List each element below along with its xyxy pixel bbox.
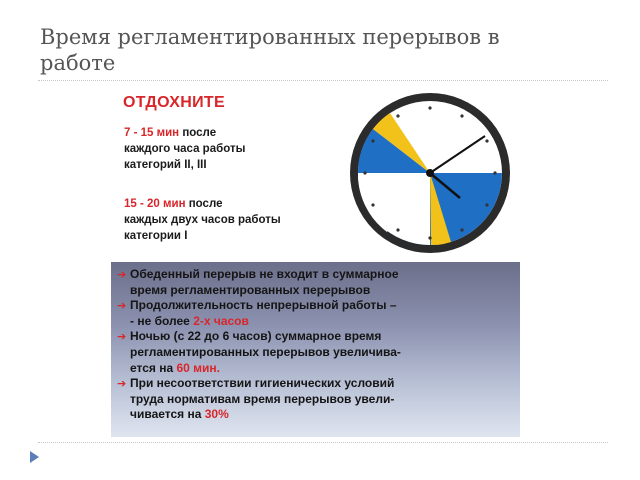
- rule-1-line-3: категорий II, III: [124, 159, 207, 171]
- note-lunch-break: [117, 267, 517, 298]
- rule-1-duration: 7 - 15 мин: [124, 127, 180, 139]
- rule-1-line-1: [124, 125, 339, 141]
- rule-1-line-1-rest: после: [179, 127, 217, 139]
- note-3-highlight: 60 мин.: [176, 360, 221, 375]
- note-4-line-3: чивается на 30%: [130, 407, 229, 422]
- footer-divider: [38, 442, 608, 443]
- rest-breaks-poster: [111, 88, 520, 437]
- note-3-line-2: регламентированных перерывов увеличива-: [130, 344, 401, 359]
- notes-list: [117, 267, 517, 423]
- poster-heading: ОТДОХНИТЕ: [123, 94, 225, 111]
- title-divider: [38, 80, 608, 81]
- rule-2-line-3: категории I: [124, 230, 188, 242]
- note-3-line-1: Ночью (с 22 до 6 часов) суммарное время: [130, 329, 382, 344]
- rule-2-line-2: каждых двух часов работы: [124, 214, 281, 226]
- note-1-line-2: время регламентированных перерывов: [130, 282, 371, 297]
- note-2-line-2: - не более 2-х часов: [130, 313, 249, 328]
- note-night-work: [117, 329, 517, 376]
- arrow-right-icon: ➔: [117, 299, 127, 313]
- arrow-right-icon: ➔: [117, 330, 127, 344]
- rule-categories-2-3: [124, 125, 339, 173]
- note-4-line-1: При несоответствии гигиенических условий: [130, 376, 395, 391]
- slide-title: Время регламентированных перерывов в работе: [40, 25, 500, 75]
- rule-1-line-2: каждого часа работы: [124, 143, 246, 155]
- note-2-highlight: 2-х часов: [193, 313, 249, 328]
- rule-category-1: [124, 196, 339, 244]
- note-1-line-1: Обеденный перерыв не входит в суммарное: [130, 267, 399, 281]
- clock-center: [426, 169, 434, 177]
- note-hygiene-conditions: [117, 376, 517, 423]
- note-4-line-2: труда нормативам время перерывов увели-: [130, 391, 395, 406]
- poster-notes-panel: [111, 262, 520, 437]
- note-2-line-1: Продолжительность непрерывной работы –: [130, 298, 397, 313]
- arrow-right-icon: ➔: [117, 377, 127, 391]
- clock-icon: [347, 90, 513, 256]
- rule-2-line-1-rest: после: [185, 198, 223, 210]
- note-4-highlight: 30%: [204, 407, 229, 422]
- note-continuous-work: [117, 298, 517, 329]
- rule-2-line-1: [124, 196, 339, 212]
- note-3-line-3: ется на 60 мин.: [130, 360, 221, 375]
- poster-top-panel: [111, 88, 520, 262]
- slide-bullet-icon: [30, 451, 39, 463]
- rule-2-duration: 15 - 20 мин: [124, 198, 186, 210]
- arrow-right-icon: ➔: [117, 268, 127, 281]
